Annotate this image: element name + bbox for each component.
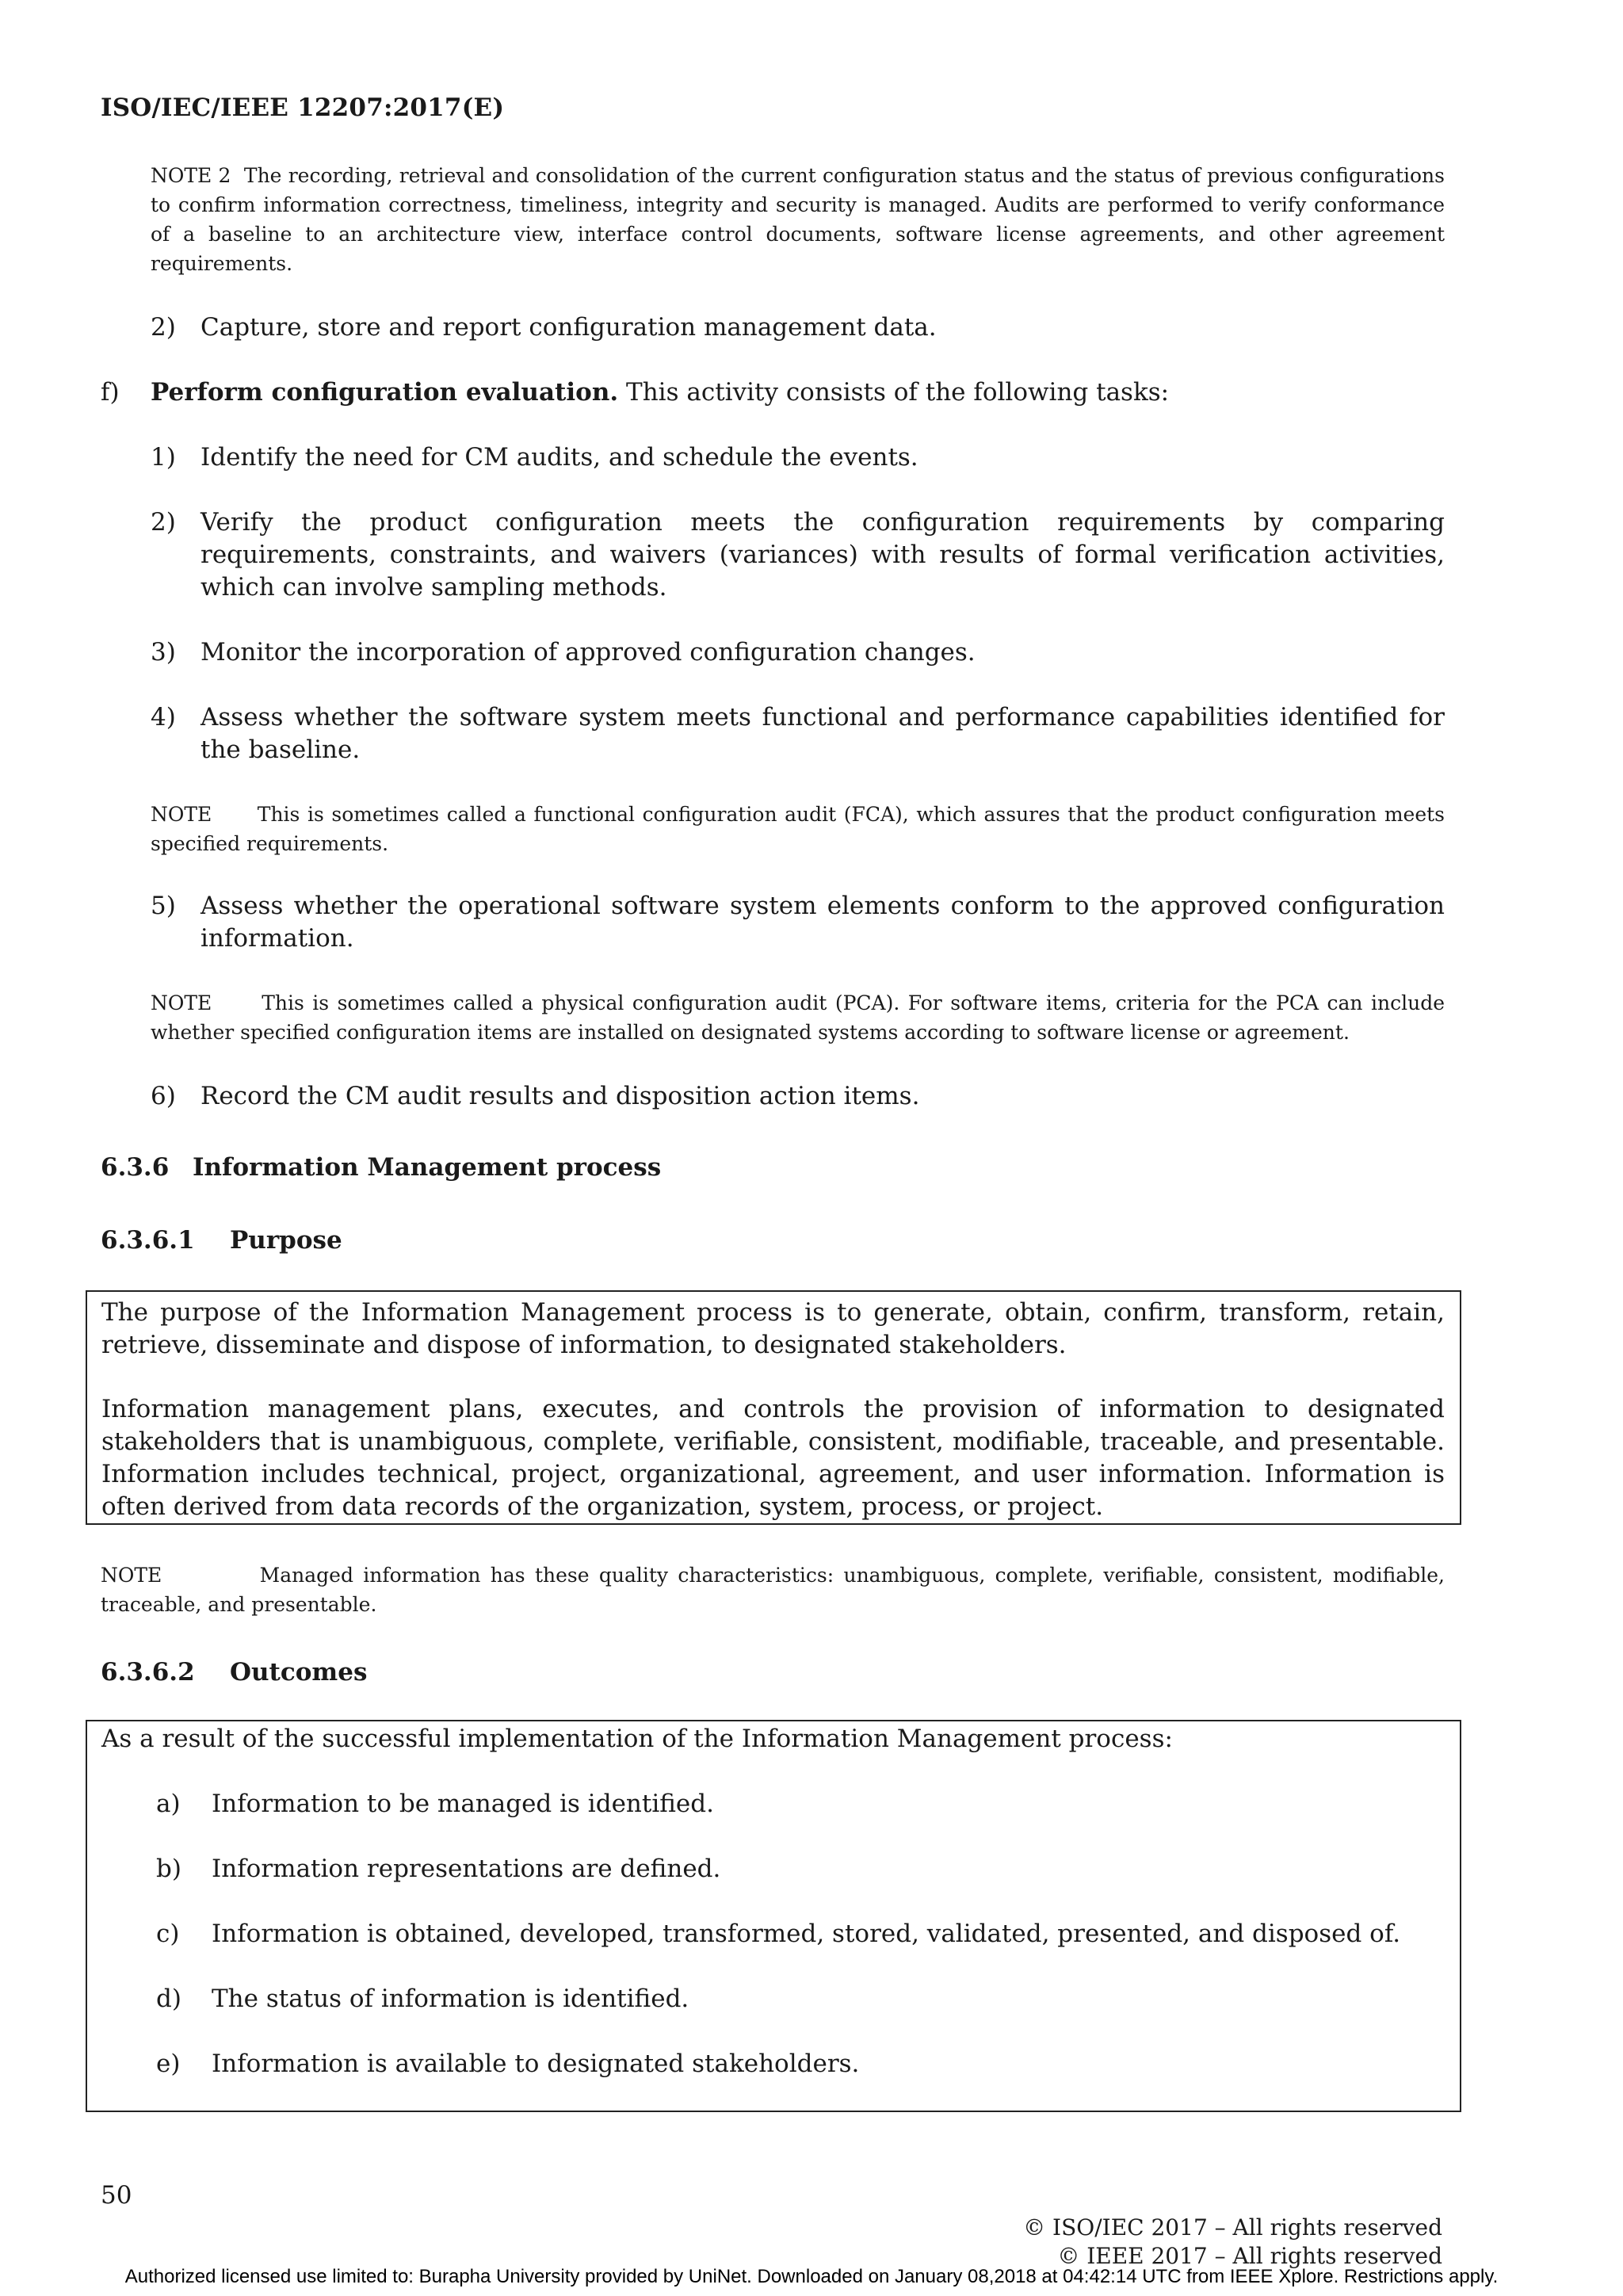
document-header: ISO/IEC/IEEE 12207:2017(E) (101, 94, 505, 122)
page-number: 50 (101, 2181, 132, 2210)
purpose-paragraph-2: Information management plans, executes, and controls the provision of information to designated stakeholders that is unambiguous, complete, verifiable, consistent, modifiable, traceable, and presentable. Information includes technical, project, organizational, agreement, and user information. Information is often derived from data records of the organization, system, process, or project. (101, 1395, 1445, 1521)
task-item (151, 636, 976, 669)
item-text: This activity consists of the following tasks: (626, 378, 1170, 407)
copyright-iso: © ISO/IEC 2017 – All rights reserved (1023, 2214, 1442, 2241)
section-title: Purpose (230, 1226, 342, 1255)
outcome-letter: e) (156, 2050, 181, 2078)
outcomes-intro: As a result of the successful implementation of the Information Management process: (101, 1725, 1173, 1753)
purpose-paragraph-1: The purpose of the Information Management process is to generate, obtain, confirm, transform, retain, retrieve, disseminate and dispose of information, to designated stakeholders. (101, 1298, 1445, 1359)
task-number: 1) (151, 443, 176, 472)
note-fca (151, 800, 1445, 858)
task-text: Record the CM audit results and disposition action items. (200, 1082, 920, 1110)
task-number: 5) (151, 892, 176, 920)
outcome-item (156, 1918, 1400, 1950)
task-item (151, 441, 918, 474)
task-item (151, 506, 1445, 604)
section-heading-6-3-6 (101, 1152, 661, 1184)
section-number: 6.3.6 (101, 1153, 170, 1182)
task-number: 2) (151, 508, 176, 537)
copyright-ieee: © IEEE 2017 – All rights reserved (1057, 2243, 1442, 2269)
task-item (151, 1080, 919, 1113)
list-item-f (101, 376, 1169, 409)
task-number: 6) (151, 1082, 176, 1110)
section-title: Information Management process (193, 1153, 662, 1182)
note-text: This is sometimes called a physical configuration audit (PCA). For software items, criteria for the PCA can include whether specified configuration items are installed on designated systems according to software license or agreement. (151, 991, 1445, 1044)
note-label: NOTE (101, 1564, 162, 1587)
note-label: NOTE (151, 803, 212, 826)
task-text: Assess whether the operational software system elements conform to the approved configuration information. (200, 892, 1445, 953)
outcome-item (156, 1983, 689, 2015)
outcome-text: Information to be managed is identified. (212, 1790, 714, 1818)
task-number: 4) (151, 703, 176, 732)
task-text: Verify the product configuration meets the configuration requirements by comparing requirements, constraints, and waivers (variances) with results of formal verification activities, which can involve sampling methods. (200, 508, 1445, 602)
task-item (151, 701, 1445, 766)
task-item (151, 890, 1445, 955)
purpose-box (86, 1290, 1461, 1525)
task-text: Assess whether the software system meets functional and performance capabilities identified for the baseline. (200, 703, 1445, 764)
task-text: Identify the need for CM audits, and schedule the events. (200, 443, 918, 472)
note-label: NOTE 2 (151, 164, 231, 187)
outcome-text: Information is obtained, developed, transformed, stored, validated, presented, and disposed of. (212, 1920, 1401, 1948)
task-number: 3) (151, 638, 176, 667)
outcome-text: The status of information is identified. (212, 1985, 689, 2013)
list-item (151, 311, 937, 344)
note-text: This is sometimes called a functional configuration audit (FCA), which assures that the product configuration meets specified requirements. (151, 803, 1445, 855)
outcome-item (156, 2048, 859, 2080)
outcome-letter: a) (156, 1790, 181, 1818)
section-heading-6-3-6-2 (101, 1656, 367, 1689)
outcome-text: Information representations are defined. (212, 1855, 721, 1883)
item-heading: Perform configuration evaluation. (151, 378, 619, 407)
section-heading-6-3-6-1 (101, 1224, 342, 1257)
outcome-letter: d) (156, 1985, 181, 2013)
outcomes-box (86, 1720, 1461, 2112)
authorized-use-notice: Authorized licensed use limited to: Burapha University provided by UniNet. Downloaded on January 08,2018 at 04:42:14 UTC from IEEE Xplore. Restrictions apply. (124, 2266, 1499, 2287)
outcome-item (156, 1853, 720, 1885)
item-text: Capture, store and report configuration management data. (200, 313, 937, 342)
item-number: 2) (151, 313, 176, 342)
section-number: 6.3.6.2 (101, 1658, 195, 1687)
note-2 (151, 161, 1445, 278)
item-letter: f) (101, 378, 120, 407)
outcome-text: Information is available to designated stakeholders. (212, 2050, 860, 2078)
outcome-item (156, 1788, 714, 1820)
note-pca (151, 988, 1445, 1047)
section-number: 6.3.6.1 (101, 1226, 195, 1255)
note-managed (101, 1561, 1445, 1619)
note-text: Managed information has these quality characteristics: unambiguous, complete, verifiable, consistent, modifiable, traceable, and presentable. (101, 1564, 1445, 1616)
task-text: Monitor the incorporation of approved configuration changes. (200, 638, 976, 667)
outcome-letter: c) (156, 1920, 180, 1948)
note-text: The recording, retrieval and consolidation of the current configuration status and the status of previous configurations to confirm information correctness, timeliness, integrity and security is managed. Audits are performed to verify conformance of a baseline to an architecture view, interface control documents, software license agreements, and other agreement requirements. (151, 164, 1445, 275)
section-title: Outcomes (230, 1658, 368, 1687)
outcome-letter: b) (156, 1855, 181, 1883)
note-label: NOTE (151, 991, 212, 1014)
